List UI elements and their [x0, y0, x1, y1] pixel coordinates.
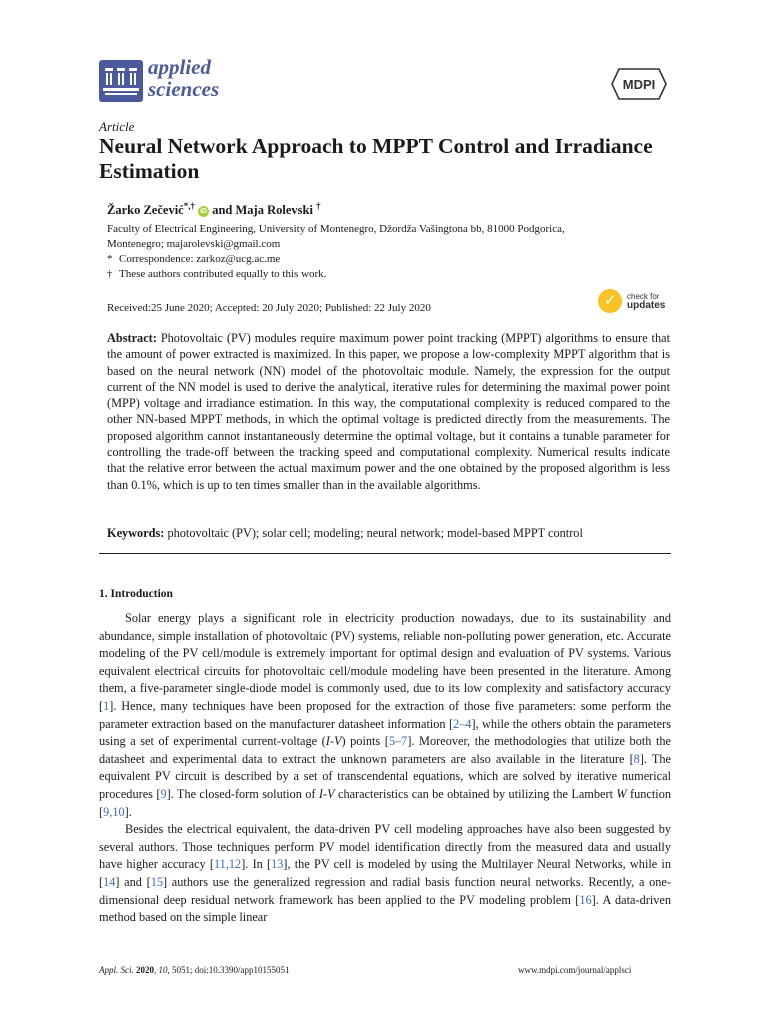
equal-contribution-mark: † — [107, 268, 113, 280]
mdpi-logo-icon — [611, 68, 667, 100]
footer-year: 2020 — [136, 965, 154, 975]
journal-name-line1: applied — [148, 55, 211, 79]
check-updates-line2: updates — [627, 300, 666, 311]
check-updates-icon — [598, 289, 622, 313]
correspondence: Correspondence: zarkoz@ucg.ac.me — [119, 253, 281, 265]
section-heading: 1. Introduction — [99, 588, 173, 600]
citation-link[interactable]: 8 — [633, 751, 640, 766]
citation-link[interactable]: 13 — [271, 857, 284, 872]
text-run: ]. — [124, 804, 132, 819]
affiliation-line: Montenegro; majarolevski@gmail.com — [107, 238, 281, 250]
journal-name-line2: sciences — [148, 77, 220, 101]
footer-citation: Appl. Sci. 2020, 10, 5051; doi:10.3390/app10155051 — [99, 965, 290, 975]
footer-volume: 10 — [158, 965, 168, 975]
footer-url[interactable]: www.mdpi.com/journal/applsci — [518, 965, 632, 975]
paragraph-1 — [99, 610, 671, 821]
abstract-text: Photovoltaic (PV) modules require maximum power point tracking (MPPT) algorithms to ensure that the amount of power extracted is maximized. In this paper, we propose a low-complexity MPPT algorithm that is based on the neural network (NN) model of the photovoltaic module. Namely, the expression for the output current of the NN model is used to derive the analytical, iterative rules for determining the maximal power point (MPP) voltage and irradiance estimation. In this way, the computational complexity is reduced compared to the other NN-based MPPT methods, in which the optimal voltage is predicted directly from the measurements. The proposed algorithm cannot instantaneously determine the optimal voltage, but it contains a tunable parameter for controlling the trade-off between the tracking speed and computational complexity. Numerical results indicate that the relative error between the actual maximum power and the one obtained by the proposed algorithm is less than 0.1%, which is up to ten times smaller than in the available algorithms. — [107, 331, 670, 492]
abstract — [107, 330, 670, 493]
equal-contribution-note: These authors contributed equally to this work. — [119, 268, 327, 280]
author-name: Žarko Zečević — [107, 203, 184, 217]
affiliation-block — [107, 222, 667, 282]
citation-link[interactable]: 15 — [150, 874, 164, 889]
journal-logo-icon — [99, 60, 143, 102]
section-divider — [99, 553, 671, 554]
text-run: ]. Moreover, the methodologies that utilize both the datasheet and experimental data to extract the unknown parameters are also available in the literature [ — [99, 734, 671, 766]
citation-link[interactable]: 1 — [103, 698, 110, 713]
correspondence-mark: * — [107, 253, 113, 265]
text-run: ] and [ — [115, 874, 151, 889]
text-run: ], while the others obtain the parameters using a set of experimental current-voltage ( — [99, 716, 671, 749]
footer-journal: Appl. Sci. — [99, 965, 134, 975]
article-type: Article — [99, 119, 135, 134]
text-run: ]. In [ — [241, 857, 272, 872]
publisher-name: MDPI — [622, 77, 656, 92]
keywords-label: Keywords: — [107, 526, 165, 540]
text-run: ]. A data-driven method based on the simple linear — [99, 892, 671, 925]
text-run: ]. The closed-form solution of — [166, 786, 319, 801]
italic-symbol: I-V — [318, 786, 335, 801]
text-run: function [ — [99, 786, 671, 819]
check-updates-label — [627, 292, 665, 310]
citation-link[interactable]: 9 — [160, 786, 167, 801]
keywords-text: photovoltaic (PV); solar cell; modeling; neural network; model-based MPPT control — [164, 526, 583, 540]
body-text — [99, 610, 671, 927]
author-marks: *,† — [183, 201, 195, 211]
publication-dates: Received:25 June 2020; Accepted: 20 July 2020; Published: 22 July 2020 — [107, 302, 431, 314]
text-run: ]. The equivalent PV circuit is described by a set of transcendental equations, which are solved by iterative numerical procedures [ — [99, 751, 671, 801]
italic-symbol: W — [616, 786, 627, 801]
text-run: ) points [ — [341, 734, 389, 749]
text-run: ], the PV cell is modeled by using the Multilayer Neural Networks, while in [ — [99, 857, 671, 889]
author-and: and Maja Rolevski — [209, 203, 317, 217]
text-run: Solar energy plays a significant role in electricity production nowadays, due to its sustainability and abundance, simple installation of photovoltaic (PV) systems, reliable non-polluting power generation, etc. Accurate modeling of the PV cell/module is extremely important for optimal design and evaluation of PV systems. Various equivalent electrical circuits for photovoltaic cell/module modeling have been presented in the literature. Among them, a five-parameter single-diode model is commonly used, due to its low complexity and satisfactory accuracy [ — [99, 611, 671, 713]
abstract-label: Abstract: — [107, 331, 157, 345]
italic-symbol: I-V — [325, 734, 342, 749]
keywords — [107, 526, 670, 541]
text-run: characteristics can be obtained by utilizing the Lambert — [334, 786, 617, 801]
author-list — [107, 201, 321, 218]
citation-link[interactable]: 9,10 — [103, 804, 125, 819]
orcid-icon[interactable]: iD — [200, 208, 208, 215]
citation-link[interactable]: 11,12 — [213, 857, 242, 872]
text-run: Besides the electrical equivalent, the data-driven PV cell modeling approaches have also been suggested by several authors. Those techniques perform PV model identification directly from the measured data and usually have higher accuracy [ — [99, 822, 671, 872]
citation-link[interactable]: 2–4 — [453, 716, 472, 731]
check-for-updates-button[interactable] — [598, 289, 665, 313]
author-marks: † — [316, 201, 321, 211]
citation-link[interactable]: 14 — [103, 874, 116, 889]
text-run: ]. Hence, many techniques have been proposed for the extraction of those five parameters: some perform the parameter extraction based on the manufacturer datasheet information [ — [99, 698, 671, 731]
article-title: Neural Network Approach to MPPT Control and Irradiance Estimation — [99, 134, 653, 183]
text-run: ] authors use the generalized regression and radial basis function neural networks. Recently, a one-dimensional deep residual network framework has been applied to the PV modeling problem [ — [99, 874, 671, 907]
journal-name — [148, 56, 219, 100]
affiliation-line: Faculty of Electrical Engineering, University of Montenegro, Džordža Vašingtona bb, 81000 Podgorica, — [107, 223, 565, 235]
paragraph-2 — [99, 821, 671, 927]
footer-doi: , 5051; doi:10.3390/app10155051 — [167, 965, 290, 975]
check-updates-line1: check for — [627, 292, 660, 301]
citation-link[interactable]: 16 — [579, 892, 592, 907]
citation-link[interactable]: 5–7 — [388, 734, 408, 749]
